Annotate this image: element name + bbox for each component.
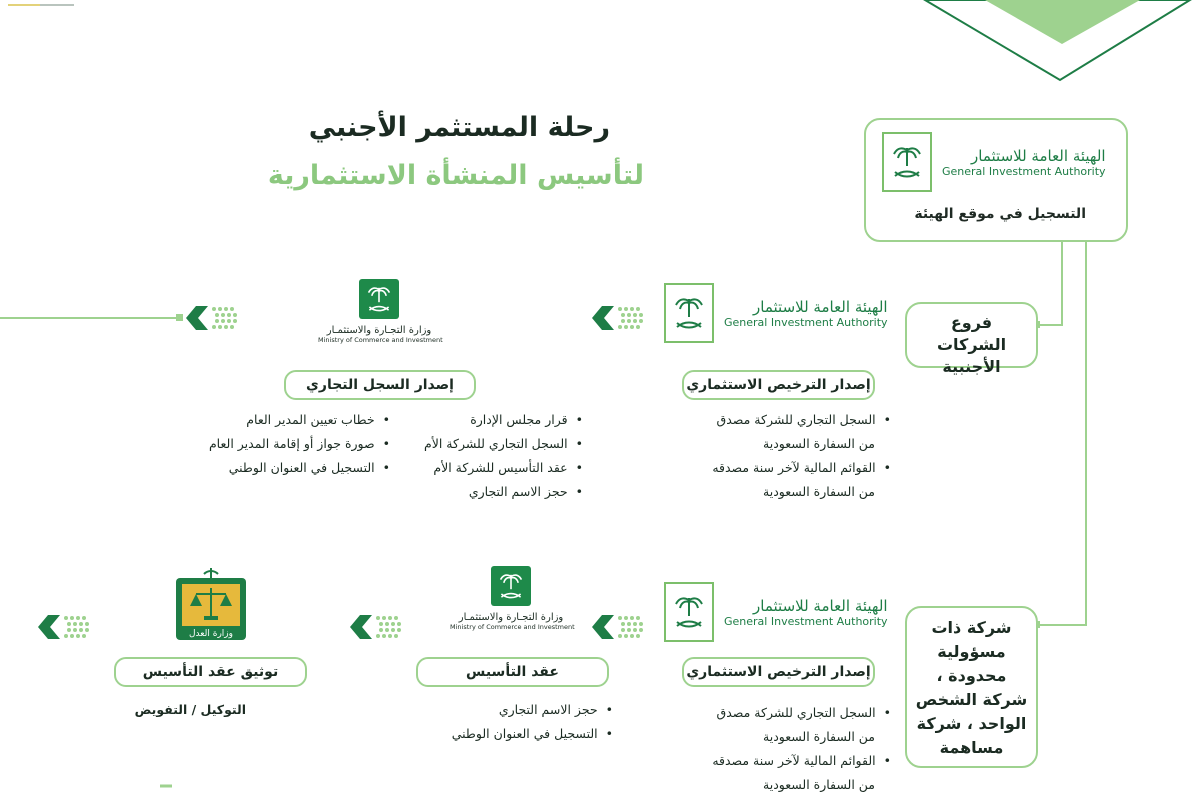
authority-name-ar: الهيئة العامة للاستثمار [753,596,888,615]
authority-name-ar: الهيئة العامة للاستثمار [753,297,888,316]
ministry-name-ar: وزارة التجـارة والاستثمـار [458,612,564,623]
authority-name-en: General Investment Authority [724,315,888,329]
authority-logo [664,582,888,642]
palm-swords-emblem-icon [882,132,932,192]
list-item: • عقد التأسيس للشركة الأم [424,456,583,480]
list-item: من السفارة السعودية [763,729,875,744]
list-item: • التسجيل في العنوان الوطني [452,722,613,746]
list-item: من السفارة السعودية [763,436,875,451]
connector-start-to-branch-a [1038,242,1062,325]
list-item: • السجل التجاري للشركة مصدق [712,408,891,432]
list-item: من السفارة السعودية [763,777,875,792]
step-a1-title[interactable]: إصدار الترخيص الاستثماري [682,370,875,400]
justice-logo [174,566,248,642]
start-box[interactable] [864,118,1128,242]
step-b2-list [452,698,613,746]
branch-a-label: فروع الشركات الأجنبية [936,313,1007,376]
scales-emblem-icon [174,566,248,642]
list-item: • صورة جواز أو إقامة المدير العام [209,432,390,456]
list-item: من السفارة السعودية [763,484,875,499]
step-b1-list [712,701,891,797]
palm-swords-emblem-icon [664,283,714,343]
arrow-left-icon [350,615,401,639]
step-b1-title[interactable]: إصدار الترخيص الاستثماري [682,657,875,687]
step-b3-list [135,698,262,722]
ministry-logo [318,279,443,344]
step-a1-list [712,408,891,504]
authority-logo [882,132,1106,192]
step-b3-title[interactable]: توثيق عقد التأسيس [114,657,307,687]
list-item: • القوائم المالية لآخر سنة مصدقه [712,749,891,773]
palm-swords-emblem-icon [359,279,399,319]
step-a2-list-right [424,408,583,504]
ministry-name-en: Ministry of Commerce and Investment [318,336,443,344]
arrow-left-icon [592,615,643,639]
authority-logo [664,283,888,343]
palm-swords-emblem-icon [664,582,714,642]
start-box-label: التسجيل في موقع الهيئة [914,206,1086,222]
arrow-left-icon [592,306,643,330]
branch-b-label: شركة ذات مسؤولية محدودة ، شركة الشخص الواحد ، شركة مساهمة [915,618,1028,757]
list-item: • خطاب تعيين المدير العام [209,408,390,432]
authority-name-ar: الهيئة العامة للاستثمار [971,146,1106,165]
authority-name-en: General Investment Authority [942,164,1106,178]
ministry-logo [450,566,575,631]
branch-a-box[interactable] [905,302,1038,376]
list-item: التوكيل / التفويض [134,702,246,717]
list-item: • قرار مجلس الإدارة [424,408,583,432]
list-item: • حجز الاسم التجاري [452,698,613,722]
authority-name-en: General Investment Authority [724,614,888,628]
ministry-name-en: Ministry of Commerce and Investment [450,623,575,631]
branch-b-box[interactable] [905,606,1038,768]
list-item: • التسجيل في العنوان الوطني [209,456,390,480]
arrow-left-icon [186,306,237,330]
step-b2-title[interactable]: عقد التأسيس [416,657,609,687]
decor-triangle [985,0,1140,44]
list-item: • السجل التجاري للشركة مصدق [712,701,891,725]
justice-name-ar: وزارة العدل [189,629,233,639]
list-item: • حجز الاسم التجاري [424,480,583,504]
palm-swords-emblem-icon [491,566,531,606]
arrow-left-icon [38,615,89,639]
step-a2-list-left [209,408,390,480]
list-item: • السجل التجاري للشركة الأم [424,432,583,456]
step-a2-title[interactable]: إصدار السجل التجاري [284,370,476,400]
page-title: رحلة المستثمر الأجنبي [308,112,610,143]
page-subtitle: لتأسيس المنشأة الاستثمارية [267,160,644,191]
ministry-name-ar: وزارة التجـارة والاستثمـار [326,325,432,336]
list-item: • القوائم المالية لآخر سنة مصدقه [712,456,891,480]
